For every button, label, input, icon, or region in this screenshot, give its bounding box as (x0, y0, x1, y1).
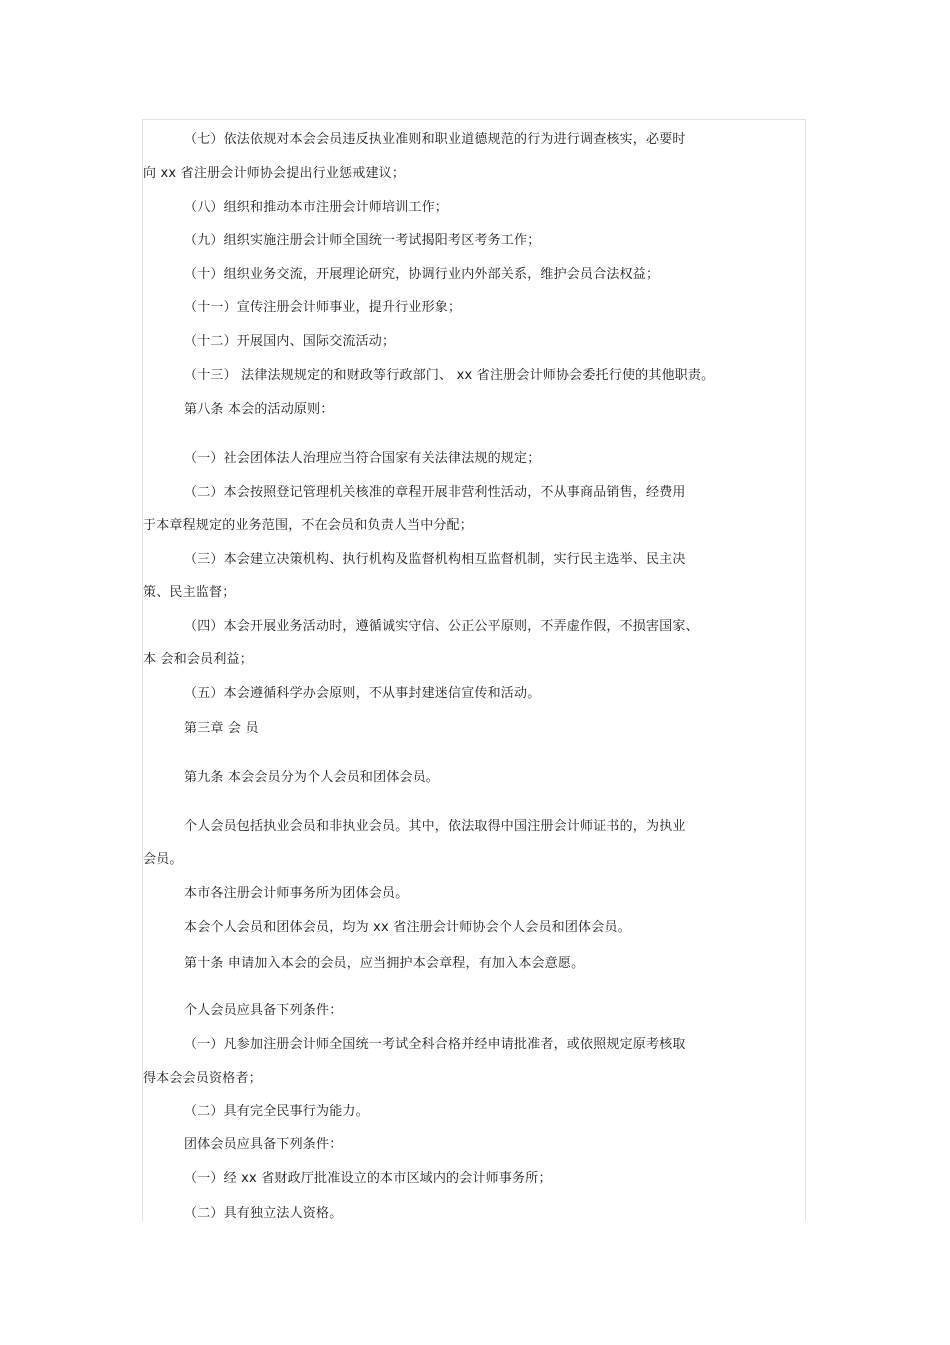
text-line: （二）具有完全民事行为能力。 (184, 1104, 369, 1119)
text-line: （八）组织和推动本市注册会计师培训工作； (184, 200, 449, 215)
text-line: 本 会和会员利益； (143, 652, 253, 667)
text-line: （一）经 xx 省财政厅批准设立的本市区域内的会计师事务所； (184, 1171, 552, 1186)
text-line: 会员。 (143, 852, 183, 867)
text-line: 本市各注册会计师事务所为团体会员。 (184, 886, 409, 901)
text-line: 个人会员应具备下列条件： (184, 1003, 343, 1018)
article-heading: 第九条 本会会员分为个人会员和团体会员。 (184, 770, 440, 785)
text-line: 本会个人会员和团体会员，均为 xx 省注册会计师协会个人会员和团体会员。 (184, 920, 631, 935)
text-line: 团体会员应具备下列条件： (184, 1137, 343, 1152)
text-line: （二）本会按照登记管理机关核准的章程开展非营利性活动，不从事商品销售，经费用 (184, 485, 686, 500)
text-line: （十二）开展国内、国际交流活动； (184, 334, 396, 349)
text-line: （九）组织实施注册会计师全国统一考试揭阳考区考务工作； (184, 233, 541, 248)
text-line: （十）组织业务交流，开展理论研究，协调行业内外部关系，维护会员合法权益； (184, 267, 660, 282)
text-line: （四）本会开展业务活动时，遵循诚实守信、公正公平原则，不弄虚作假，不损害国家、 (184, 619, 699, 634)
text-line: （一）社会团体法人治理应当符合国家有关法律法规的规定； (184, 451, 541, 466)
page-frame (142, 119, 806, 1221)
article-heading: 第十条 申请加入本会的会员，应当拥护本会章程，有加入本会意愿。 (184, 956, 585, 971)
text-line: （三）本会建立决策机构、执行机构及监督机构相互监督机制，实行民主选举、民主决 (184, 552, 686, 567)
article-heading: 第八条 本会的活动原则： (184, 402, 334, 417)
text-line: （十一）宣传注册会计师事业，提升行业形象； (184, 300, 462, 315)
text-line: 策、民主监督； (143, 585, 236, 600)
text-line: 得本会会员资格者； (143, 1071, 262, 1086)
chapter-heading: 第三章 会 员 (184, 721, 259, 736)
text-line: （十三） 法律法规规定的和财政等行政部门、 xx 省注册会计师协会委托行使的其他职责。 (184, 368, 715, 383)
text-line: （七）依法依规对本会会员违反执业准则和职业道德规范的行为进行调查核实，必要时 (184, 132, 686, 147)
text-line: （五）本会遵循科学办会原则，不从事封建迷信宣传和活动。 (184, 686, 541, 701)
text-line: （一）凡参加注册会计师全国统一考试全科合格并经申请批准者，或依照规定原考核取 (184, 1037, 686, 1052)
text-line: 个人会员包括执业会员和非执业会员。其中，依法取得中国注册会计师证书的，为执业 (184, 819, 686, 834)
text-line: 于本章程规定的业务范围，不在会员和负责人当中分配； (143, 518, 474, 533)
text-line: 向 xx 省注册会计师协会提出行业惩戒建议； (143, 166, 406, 181)
text-line: （二）具有独立法人资格。 (184, 1206, 343, 1221)
